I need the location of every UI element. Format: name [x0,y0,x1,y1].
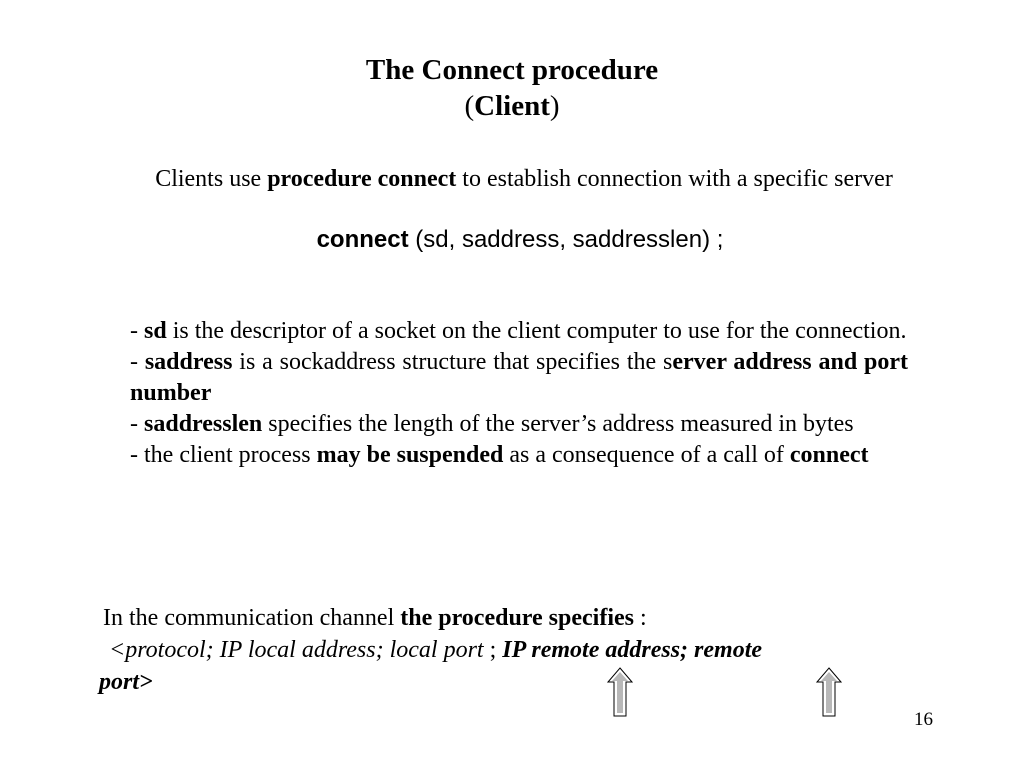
channel-tuple-remote-end: port> [99,669,153,695]
up-arrow-icon [816,667,842,717]
title-client-word: Client [474,90,550,122]
param-term: saddress [144,349,233,375]
param-prefix: - the client process [130,442,317,468]
param-term: sd [144,318,167,344]
param-term: may be suspended [316,442,504,468]
param-bold-tail: connect [789,442,869,468]
title-paren-open: ( [464,90,475,122]
channel-bold: the procedure specifies [400,605,634,631]
channel-tuple-local: <protocol; IP local address; local port [109,637,484,663]
channel-paragraph [99,602,883,698]
channel-line-1 [103,602,883,634]
param-text: as a consequence of a call of [503,442,790,468]
signature-args: (sd, saddress, saddresslen) ; [408,226,724,253]
param-suspended [130,440,908,471]
param-prefix: - [130,411,144,437]
channel-before: In the communication channel [103,605,401,631]
channel-after: : [633,605,647,631]
param-bold-tail: erver address and port number [130,349,909,406]
param-term: saddresslen [144,411,263,437]
up-arrow-icon [607,667,633,717]
param-prefix: - [130,349,145,375]
param-text: is a sockaddress structure that specifies the s [232,349,673,375]
param-saddresslen [130,409,908,440]
param-sd [130,316,908,347]
title-paren-close: ) [549,90,560,122]
param-saddress [130,347,908,409]
param-text: specifies the length of the server’s address measured in bytes [262,411,854,437]
signature-name: connect [316,226,409,253]
channel-line-2 [103,634,883,666]
intro-bold: procedure connect [267,166,457,192]
title-line-2 [0,88,1024,124]
intro-before: Clients use [155,166,268,192]
param-text: is the descriptor of a socket on the client computer to use for the connection. [166,318,907,344]
channel-line-3 [99,666,883,698]
title-line-1: The Connect procedure [365,54,659,86]
channel-separator: ; [483,637,503,663]
connect-signature [0,224,1024,256]
parameter-list [130,316,908,471]
intro-sentence [0,163,1024,195]
slide-title [0,52,1024,124]
param-prefix: - [130,318,144,344]
intro-after: to establish connection with a specific server [456,166,893,192]
channel-tuple-remote: IP remote address; remote [502,637,763,663]
page-number: 16 [914,709,933,730]
